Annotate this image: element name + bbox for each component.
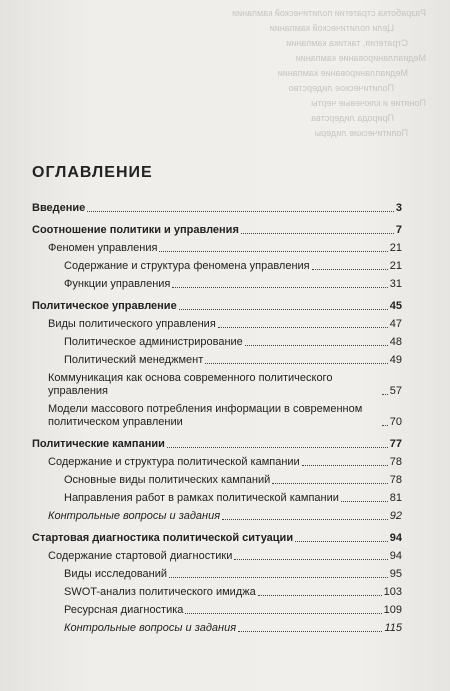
toc-page-number: 94 [389, 550, 402, 562]
toc-entry-title: Содержание и структура политической кампании [48, 456, 300, 468]
bleed-line: Политическое лидерство [288, 83, 394, 93]
toc-entry[interactable] [32, 492, 402, 505]
toc-entry[interactable] [32, 532, 402, 545]
dot-leader [341, 501, 388, 502]
toc-entry[interactable] [32, 224, 402, 237]
dot-leader [382, 394, 388, 395]
toc-entry[interactable] [32, 202, 402, 215]
table-of-contents [32, 202, 402, 635]
dot-leader [258, 595, 382, 596]
toc-entry-title: Содержание и структура феномена управления [64, 260, 310, 272]
toc-page-number: 3 [395, 202, 402, 214]
dot-leader [234, 559, 387, 560]
dot-leader [295, 541, 388, 542]
toc-entry[interactable] [32, 586, 402, 599]
toc-entry[interactable] [32, 550, 402, 563]
toc-page-number: 115 [384, 622, 402, 634]
dot-leader [172, 287, 387, 288]
toc-entry[interactable] [32, 336, 402, 349]
toc-entry-title: Ресурсная диагностика [64, 604, 184, 616]
toc-entry-title: Виды исследований [64, 568, 168, 580]
toc-page-number: 70 [389, 416, 402, 428]
toc-page-number: 109 [383, 604, 402, 616]
bleed-line: Цели политической кампании [269, 23, 394, 33]
toc-entry[interactable] [32, 403, 402, 429]
toc-entry-title: Политические кампании [32, 438, 165, 450]
bleed-line: Природа лидерства [311, 113, 394, 123]
toc-entry[interactable] [32, 604, 402, 617]
toc-entry[interactable] [32, 372, 402, 398]
toc-page-number: 31 [389, 278, 402, 290]
toc-page-number: 57 [389, 385, 402, 397]
dot-leader [159, 251, 387, 252]
dot-leader [312, 269, 388, 270]
bleed-line: Медиапланирование кампании [277, 68, 408, 78]
toc-entry[interactable] [32, 474, 402, 487]
toc-page-number: 78 [389, 456, 402, 468]
toc-entry[interactable] [32, 438, 402, 451]
toc-page-number: 48 [389, 336, 402, 348]
toc-entry-title: Направления работ в рамках политической кампании [64, 492, 339, 504]
toc-entry-title: Политический менеджмент [64, 354, 204, 366]
dot-leader [167, 447, 388, 448]
bleed-line: Стратегия, тактика кампании [286, 38, 408, 48]
toc-entry-title: Контрольные вопросы и задания [64, 622, 237, 634]
toc-page-number: 81 [389, 492, 402, 504]
toc-page-number: 21 [389, 242, 402, 254]
dot-leader [179, 309, 388, 310]
toc-entry-title: Стартовая диагностика политической ситуации [32, 532, 294, 544]
bleed-line: Политические лидеры [314, 128, 408, 138]
toc-page-number: 45 [389, 300, 402, 312]
dot-leader [302, 465, 388, 466]
toc-page-number: 77 [389, 438, 402, 450]
toc-page-number: 95 [389, 568, 402, 580]
toc-entry[interactable] [32, 510, 402, 523]
dot-leader [169, 577, 388, 578]
toc-page-number: 103 [383, 586, 402, 598]
toc-entry-title: Политическое администрирование [64, 336, 243, 348]
toc-entry-title: Содержание стартовой диагностики [48, 550, 233, 562]
toc-entry[interactable] [32, 568, 402, 581]
dot-leader [87, 211, 394, 212]
dot-leader [222, 519, 388, 520]
toc-entry-title: Основные виды политических кампаний [64, 474, 271, 486]
bleed-line: Понятие и ключевые черты [311, 98, 426, 108]
dot-leader [241, 233, 394, 234]
toc-entry[interactable] [32, 318, 402, 331]
toc-entry[interactable] [32, 278, 402, 291]
toc-entry-title: Функции управления [64, 278, 171, 290]
toc-entry-title: Модели массового потребления информации в современном политическом управлении [48, 403, 363, 428]
toc-entry[interactable] [32, 260, 402, 273]
toc-entry-title: SWOT-анализ политического имиджа [64, 586, 256, 598]
toc-entry[interactable] [32, 354, 402, 367]
toc-page-number: 21 [389, 260, 402, 272]
toc-entry-title: Введение [32, 202, 86, 214]
dot-leader [382, 425, 388, 426]
toc-page-number: 92 [389, 510, 402, 522]
toc-title: ОГЛАВЛЕНИЕ [32, 164, 153, 181]
bleed-line: Разработка стратегии политической кампании [232, 8, 426, 18]
toc-page-number: 94 [389, 532, 402, 544]
toc-page-number: 7 [395, 224, 402, 236]
toc-entry-title: Коммуникация как основа современного политического управления [48, 372, 333, 397]
dot-leader [272, 483, 388, 484]
toc-page-number: 49 [389, 354, 402, 366]
bleed-through-text [26, 4, 426, 154]
toc-page-number: 78 [389, 474, 402, 486]
bleed-line: Медиапланирование кампании [295, 53, 426, 63]
dot-leader [245, 345, 388, 346]
dot-leader [218, 327, 388, 328]
toc-entry[interactable] [32, 456, 402, 469]
toc-entry[interactable] [32, 622, 402, 635]
toc-entry-title: Феномен управления [48, 242, 158, 254]
toc-entry[interactable] [32, 242, 402, 255]
toc-entry-title: Политическое управление [32, 300, 177, 312]
toc-entry-title: Соотношение политики и управления [32, 224, 239, 236]
toc-entry[interactable] [32, 300, 402, 313]
toc-entry-title: Контрольные вопросы и задания [48, 510, 221, 522]
dot-leader [205, 363, 388, 364]
toc-entry-title: Виды политического управления [48, 318, 216, 330]
toc-page-number: 47 [389, 318, 402, 330]
dot-leader [238, 631, 382, 632]
dot-leader [185, 613, 381, 614]
